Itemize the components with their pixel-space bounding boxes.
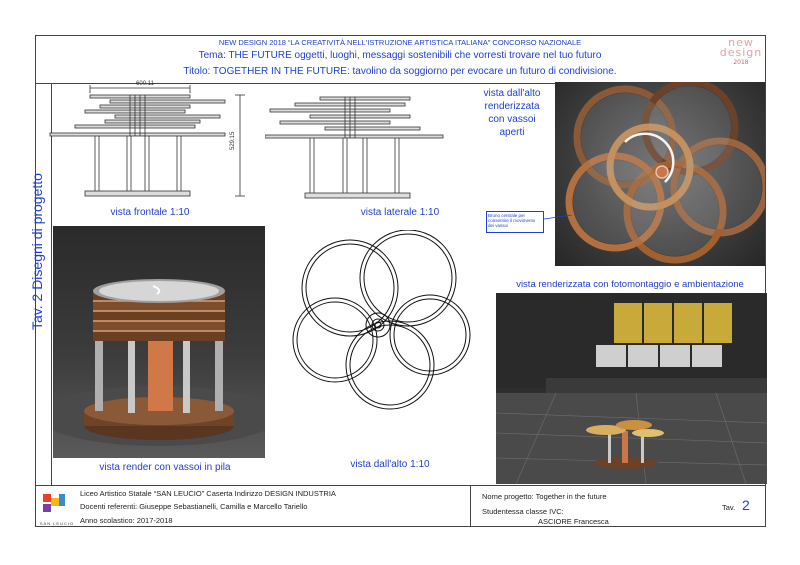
side-view-drawing [265, 95, 450, 205]
front-view-drawing [45, 83, 275, 208]
ambient-caption: vista renderizzata con fotomontaggio e ambientazione [516, 279, 744, 290]
school-year: Anno scolastico: 2017-2018 [80, 516, 173, 525]
side-title: Tav. 2 Disegni di progetto [29, 173, 45, 330]
center-pivot-callout: Bruno centrale per consentire il movimento dei vassoi [486, 211, 544, 233]
student-name: ASCIORE Francesca [538, 517, 609, 526]
front-view-caption: vista frontale 1:10 [110, 207, 190, 218]
render-ambient-view [496, 293, 767, 484]
top-view-drawing [290, 230, 475, 415]
school-name: Liceo Artistico Statale “SAN LEUCIO” Caserta Indirizzo DESIGN INDUSTRIA [80, 489, 336, 498]
footer-split [470, 485, 471, 527]
contest-title: NEW DESIGN 2018 “LA CREATIVITÀ NELL'ISTRUZIONE ARTISTICA ITALIANA” CONCORSO NAZIONALE [218, 38, 582, 47]
theme-line: Tema: THE FUTURE oggetti, luoghi, messaggi sostenibili che vorresti trovare nel tuo futuro [198, 50, 602, 61]
logo-design: design [719, 46, 763, 59]
tav-number: 2 [742, 497, 750, 513]
school-logo-text: SAN LEUCIO [39, 521, 75, 526]
project-title: Titolo: TOGETHER IN THE FUTURE: tavolino da soggiorno per evocare un futuro di condivisione. [183, 66, 617, 77]
callout-pointer [544, 215, 574, 235]
render-top-caption: vista dall'alto renderizzata con vassoi aperti [483, 88, 541, 138]
tav-label: Tav. [722, 503, 736, 512]
student-label: Studentessa classe IVC: [482, 507, 564, 516]
width-dimension: 600.11 [136, 81, 154, 87]
stacked-view-caption: vista render con vassoi in pila [99, 462, 231, 473]
top-view-caption: vista dall'alto 1:10 [350, 459, 430, 470]
teachers: Docenti referenti: Giuseppe Sebastianelli, Camilla e Marcello Tariello [80, 502, 308, 511]
new-design-logo [716, 38, 766, 68]
render-stacked-view [53, 226, 265, 458]
logo-year: 2018 [733, 59, 749, 66]
height-dimension: 529.15 [230, 131, 236, 150]
footer-divider [35, 485, 766, 486]
side-view-caption: vista laterale 1:10 [360, 207, 440, 218]
school-logo [37, 490, 77, 524]
render-top-view [555, 82, 765, 266]
logo-new: new [728, 36, 754, 49]
project-name: Nome progetto: Together in the future [482, 492, 607, 501]
